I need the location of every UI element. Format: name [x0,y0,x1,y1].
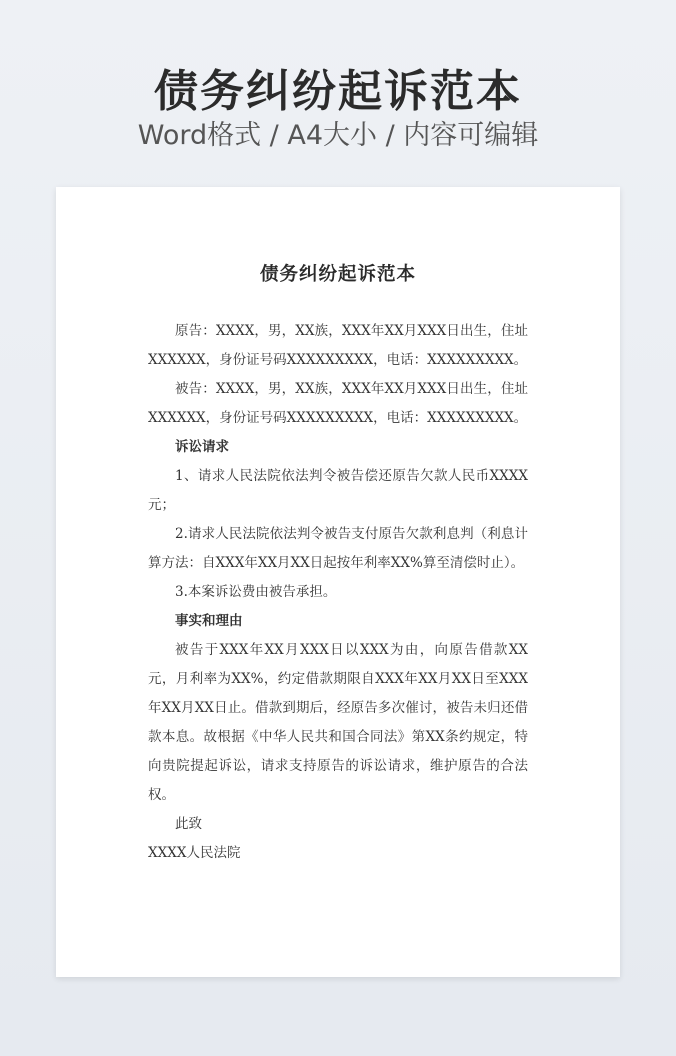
defendant-paragraph: 被告：XXXX，男，XX族，XXX年XX月XXX日出生，住址XXXXXX，身份证号码XXXXXXXXX，电话：XXXXXXXXX。 [148,381,528,426]
banner-title: 债务纠纷起诉范本 [154,66,522,117]
claim-item-2: 2.请求人民法院依法判令被告支付原告欠款利息判（利息计算方法：自XXX年XX月XX日起按年利率XX%算至清偿时止）。 [148,526,528,571]
closing-salutation: 此致 [175,816,202,832]
claim-item-1: 1、请求人民法院依法判令被告偿还原告欠款人民币XXXX元； [148,468,528,513]
banner-subtitle: Word格式 / A4大小 / 内容可编辑 [137,120,539,151]
document-title: 债务纠纷起诉范本 [259,264,416,285]
claim-item-3: 3.本案诉讼费由被告承担。 [175,584,337,600]
plaintiff-paragraph: 原告：XXXX，男，XX族，XXX年XX月XXX日出生，住址XXXXXX，身份证号码XXXXXXXXX，电话：XXXXXXXXX。 [148,323,528,368]
document-body [148,257,528,868]
facts-paragraph: 被告于XXX年XX月XXX日以XXX为由，向原告借款XX元，月利率为XX%，约定借款期限自XXX年XX月XX日至XXX年XX月XX日止。借款到期后，经原告多次催讨，被告未归还借款本息。故根据《中华人民共和国合同法》第XX条约规定，特向贵院提起诉讼，请求支持原告的诉讼请求，维护原告的合法权。 [148,642,528,803]
claims-heading: 诉讼请求 [175,439,229,455]
facts-heading: 事实和理由 [175,613,243,629]
document-page [56,187,620,977]
banner-header [0,0,676,180]
court-name: XXXX人民法院 [148,845,241,861]
